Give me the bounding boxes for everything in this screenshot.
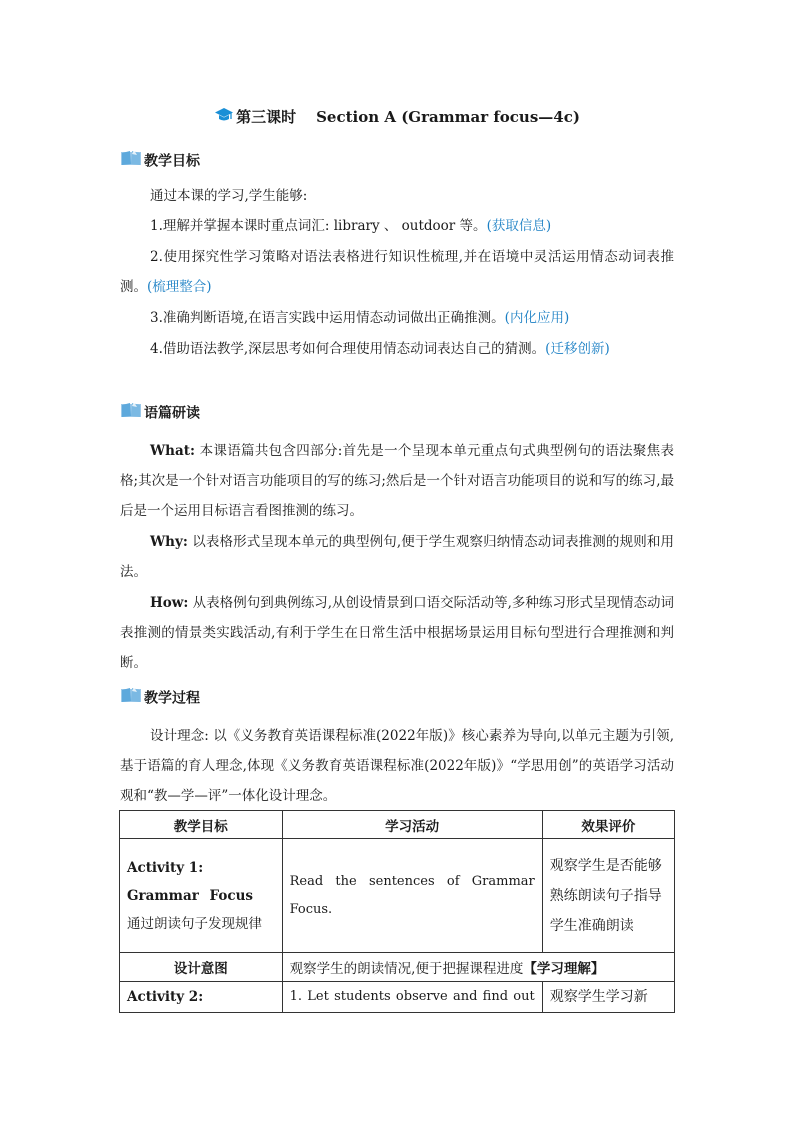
how-label: How:: [150, 595, 189, 611]
row1-evaluation-cell: [542, 839, 674, 953]
book-icon: [120, 149, 142, 174]
design-intent-text: 观察学生的朗读情况,便于把握课程进度: [289, 961, 524, 977]
objective-2: [120, 242, 674, 302]
design-intent-tag: 【学习理解】: [523, 961, 605, 977]
reading-how: [120, 588, 674, 678]
row2-learning-cell: [282, 982, 542, 1013]
process-heading: [120, 686, 200, 708]
objective-2-tag: (梳理整合): [147, 279, 212, 295]
table-row: [120, 839, 675, 953]
how-text: 从表格例句到典例练习,从创设情景到口语交际活动等,多种练习形式呈现情态动词表推测的情景类实践活动,有利于学生在日常生活中根据场景运用目标句型进行合理推测和判断。: [120, 595, 674, 671]
row2-evaluation: 观察学生学习新: [549, 989, 648, 1005]
reading-why: [120, 527, 674, 587]
design-intent-cell: [282, 953, 674, 982]
objectives-heading-text: 教学目标: [144, 153, 200, 170]
objective-3-text: 3.准确判断语境,在语言实践中运用情态动词做出正确推测。: [150, 310, 505, 326]
objective-3-tag: (内化应用): [504, 310, 570, 326]
activity-goal: 通过朗读句子发现规律: [127, 915, 262, 932]
graduation-cap-icon: [214, 107, 234, 129]
row2-learning: 1. Let students observe and find out: [289, 989, 535, 1004]
activity-evaluation: 观察学生是否能够熟练朗读句子指导学生准确朗读: [549, 857, 662, 934]
row2-evaluation-cell: [542, 982, 674, 1013]
process-heading-text: 教学过程: [144, 690, 200, 707]
activity-learning: Read the sentences of Grammar Focus.: [289, 873, 535, 917]
table-header: 效果评价: [542, 811, 674, 839]
teaching-plan-table: [119, 810, 675, 1013]
lesson-number: 第三课时: [236, 108, 297, 126]
design-label: 设计意图: [120, 953, 283, 982]
table-row: [120, 953, 675, 982]
objectives-intro: 通过本课的学习,学生能够:: [150, 188, 308, 204]
objective-1: [120, 211, 674, 241]
table-header: 学习活动: [282, 811, 542, 839]
objective-2-text: 2.使用探究性学习策略对语法表格进行知识性梳理,并在语境中灵活运用情态动词表推测。: [120, 249, 674, 295]
what-text: 本课语篇共包含四部分:首先是一个呈现本单元重点句式典型例句的语法聚焦表格;其次是一个针对语言功能项目的写的练习;然后是一个针对语言功能项目的说和写的练习,最后是一个运用目标语言看图推测的练习。: [120, 443, 674, 519]
objective-4-tag: (迁移创新): [545, 341, 610, 357]
reading-heading: [120, 401, 200, 423]
table-header: 教学目标: [120, 811, 283, 839]
reading-heading-text: 语篇研读: [144, 405, 200, 422]
objectives-heading: [120, 149, 200, 171]
what-label: What:: [150, 443, 195, 459]
row1-goal-cell: [120, 839, 283, 953]
activity-label: Activity 1:: [127, 859, 204, 876]
lesson-title: [0, 106, 794, 129]
objective-1-text: 1.理解并掌握本课时重点词汇: library 、 outdoor 等。: [150, 218, 487, 234]
table-header-row: [120, 811, 675, 839]
design-concept: 设计理念: 以《义务教育英语课程标准(2022年版)》核心素养为导向,以单元主题为引领,基于语篇的育人理念,体现《义务教育英语课程标准(2022年版)》“学思用创”的英语学习活动观和“教—学—评”一体化设计理念。: [120, 728, 674, 804]
objective-4: [120, 334, 674, 364]
table-row: [120, 982, 675, 1013]
activity-focus: Grammar Focus: [127, 887, 254, 904]
why-label: Why:: [150, 534, 188, 550]
section-name: Section A (Grammar focus—4c): [316, 108, 580, 126]
book-icon: [120, 401, 142, 426]
objective-1-tag: (获取信息): [486, 218, 552, 234]
objective-3: [120, 303, 674, 333]
why-text: 以表格形式呈现本单元的典型例句,便于学生观察归纳情态动词表推测的规则和用法。: [120, 534, 674, 580]
reading-what: [120, 436, 674, 526]
row1-learning-cell: [282, 839, 542, 953]
book-icon: [120, 686, 142, 711]
objective-4-text: 4.借助语法教学,深层思考如何合理使用情态动词表达自己的猜测。: [150, 341, 546, 357]
row2-activity: Activity 2:: [120, 982, 283, 1013]
